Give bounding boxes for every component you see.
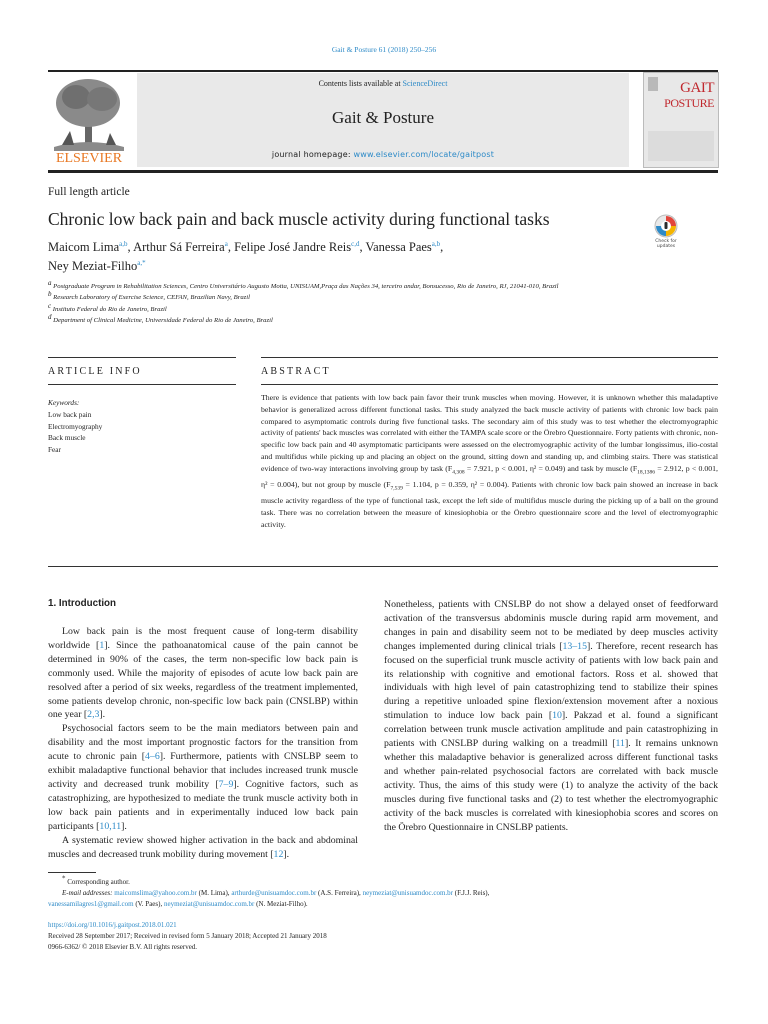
badge-text: Check for updates [655, 239, 677, 249]
header-top-rule [48, 70, 718, 72]
cover-thumbnail [648, 77, 658, 91]
cover-title-posture: POSTURE [664, 96, 714, 110]
email-link[interactable]: neymeziat@unisuamdoc.com.br [163, 900, 255, 909]
check-for-updates-badge[interactable] [648, 212, 684, 252]
journal-title: Gait & Posture [332, 108, 434, 127]
reference-link[interactable]: 1 [99, 639, 105, 651]
email-link[interactable]: neymeziat@unisuamdoc.com.br [362, 889, 453, 898]
homepage-link[interactable]: www.elsevier.com/locate/gaitpost [353, 150, 495, 159]
author: Ney Meziat-Filho$^{a,*}$ [48, 258, 146, 273]
right-column [384, 598, 718, 834]
elsevier-tree-icon [48, 75, 130, 165]
cover-title-gait: GAIT [680, 80, 714, 96]
elsevier-logo[interactable] [48, 75, 130, 165]
journal-homepage [137, 150, 629, 159]
reference-link[interactable]: 13–15 [562, 640, 587, 652]
article-info-heading: ARTICLE INFO [48, 366, 142, 377]
affiliation: $^d$ Department of Clinical Medicine, Universidade Federal do Rio de Janeiro, Brazil [48, 312, 273, 324]
corresponding-author-note: Corresponding author. [67, 878, 130, 886]
reference-link[interactable]: 11 [615, 738, 625, 750]
contents-line [137, 79, 629, 88]
received-dates: Received 28 September 2017; Received in revised form 5 January 2018; Accepted 21 January 2018 [48, 932, 327, 941]
paragraph: Low back pain is the most frequent cause of long-term disability worldwide [1]. Since the pathoanatomical cause of the pain cannot be determined in 90% of the cases, the term non-specific low back pain is commonly used. While the majority of episodes of acute low back pain are resolved after a period of six weeks, regardless of the treatment implemented, some patients develop chronic, non-specific low back pain (CNSLBP) within one year [2,3]. [48, 626, 358, 721]
journal-citation[interactable]: Gait & Posture 61 (2018) 250–256 [331, 45, 437, 54]
author: Arthur Sá Ferreira$^a$, [133, 239, 235, 254]
paragraph: Nonetheless, patients with CNSLBP do not show a delayed onset of feedforward activation of the transversus abdominis muscle during rapid arm movement, and changes in pain and disability seem not to be mediated by deep muscles activity changes implemented during clinical trials [13–15]. Therefore, recent research has focused on the superficial trunk muscle activity of patients with low back pain and its relationship with cognitive and emotional factors. Ross et al. showed that individuals with high level of pain catastrophizing tend to stabilize their spines during a repetitive unloaded spine flexion/extension movement after a noxious stimulation to induce low back pain [10]. Pakzad et al. found a significant correlation between trunk muscle activation amplitude and pain catastrophizing in patients with CNSLBP during walking on a treadmill [11]. It remains unknown whether this maladaptive behavior is generalized across different functional tasks and whether pain-related psychosocial factors are correlated with back muscle activity. Thus, the aims of this study were (1) to analyze the activity of the back muscles during five functional tasks and (2) to test whether the electromyographic activity of the back muscles is correlated with kinesiophobia scores and scores on the Örebro Questionnaire in CNSLBP patients. [384, 599, 718, 833]
contents-prefix: Contents lists available at [318, 79, 403, 88]
email-link[interactable]: vanessamilagres1@gmail.com [48, 900, 134, 909]
email-label: E-mail addresses: [62, 889, 113, 898]
article-info-top-rule [48, 357, 236, 358]
publication-info [48, 920, 718, 954]
author: Felipe José Jandre Reis$^{c,d}$, [234, 239, 366, 254]
paragraph: Psychosocial factors seem to be the main mediators between pain and disability and the most important prognostic factors for the transition from acute to chronic pain [4–6]. Furthermore, patients with CNSLBP seem to exhibit maladaptive functional behavior that includes increased trunk muscle activity and decreased trunk mobility [7–9]. Cognitive factors, such as catastrophizing, are hypothesized to mediate the trunk muscle activity both in low back pain patients and in experimentally induced low back pain participants [10,11]. [48, 723, 359, 832]
keyword: Low back pain [48, 409, 92, 419]
keywords-label: Keywords: [48, 398, 80, 407]
reference-link[interactable]: 12 [273, 848, 284, 860]
affiliation: $^c$ Instituto Federal do Rio de Janeiro, Brazil [48, 301, 167, 313]
keyword: Fear [48, 445, 61, 455]
abstract-bottom-rule [48, 566, 718, 567]
reference-link[interactable]: 2,3 [87, 709, 100, 721]
author: Vanessa Paes$^{a,b}$, [365, 239, 444, 254]
reference-link[interactable]: 7–9 [218, 778, 234, 790]
copyright: 0966-6362/ © 2018 Elsevier B.V. All rights reserved. [48, 943, 198, 952]
author: Maicom Lima$^{a,b}$, [48, 239, 134, 254]
abstract-top-rule [261, 357, 718, 358]
paragraph: A systematic review showed higher activation in the back and abdominal muscles and decreased trunk mobility during movement [12]. [48, 834, 358, 860]
affiliations [48, 278, 648, 326]
footnote-rule [48, 872, 96, 873]
keyword: Back muscle [48, 433, 86, 443]
journal-cover[interactable] [643, 72, 719, 168]
homepage-prefix: journal homepage: [271, 150, 354, 159]
article-type: Full length article [48, 186, 130, 198]
introduction-heading: 1. Introduction [48, 598, 117, 609]
reference-link[interactable]: 10 [552, 710, 562, 722]
left-column [48, 625, 358, 861]
reference-link[interactable]: 10,11 [99, 820, 122, 832]
keywords-block [48, 397, 102, 456]
affiliation: $^a$ Postgraduate Program in Rehabilitation Sciences, Centro Universitário Augusto Motta, UNISUAM,Praça das Nações 34, terceiro andar, Bonsucesso, Rio de Janeiro, RJ, 21041-010, Brazil [48, 278, 559, 290]
email-link[interactable]: arthurde@unisuamdoc.com.br [231, 889, 317, 898]
publisher-logo-text: ELSEVIER [55, 151, 123, 165]
sciencedirect-link[interactable]: ScienceDirect [402, 79, 448, 88]
header-bottom-rule [48, 170, 718, 173]
author-list [48, 238, 638, 276]
article-title: Chronic low back pain and back muscle activity during functional tasks [48, 209, 550, 229]
keyword: Electromyography [48, 421, 103, 431]
reference-link[interactable]: 4–6 [145, 751, 160, 763]
article-info-mid-rule [48, 384, 236, 385]
abstract-heading: ABSTRACT [261, 366, 331, 377]
email-link[interactable]: maicomslima@yahoo.com.br [114, 889, 197, 898]
abstract-text: There is evidence that patients with low back pain favor their trunk muscles when moving. However, it is unknown whether this maladaptive behavior is generalized across different functional tasks. This study analyzed the back muscle activity of patients with chronic low back pain compared to asymptomatic controls during five functional tasks. The secondary aim of this study was to test whether the electromyographic activity of patients' back muscles was correlated with either the TAMPA scale score or the Örebro Questionnaire. Forty patients with chronic, non-specific low back pain and 40 asymptomatic participants were assessed on the electromyographic activity of the lumbar longissimus, ilio-costal and multifidus while picking up and placing an object on the ground, sitting down and standing up, and climbing stairs. There was statistical evidence of two-way interactions involving group by task ($F_{4,308} = 7.921$, p < 0.001, η² = 0.049) and task by muscle ($F_{18,1386} = 2.912$, p < 0.001, η² = 0.004), but not group by muscle ($F_{7,539} = 1.104$, p = 0.359, η² = 0.004). Patients with chronic low back pain showed an increase in back muscle activity regardless of the type of functional task, except the left side of multifidus muscle during the picking up of a ball on the ground task. There was no correlation between the measure of kinesiophobia or the Örebro questionnaire score and the level of electromyographic activity. [261, 393, 718, 530]
footnotes: * Corresponding author. E-mail addresses: maicomslima@yahoo.com.br (M. Lima), arthurde@unisuamdoc.com.br (A.S. Ferreira), neymeziat@unisuamdoc.com.br (F.J.J. Reis), vanessamilagres1@gmail.com (V. Paes), neymeziat@unisuamdoc.com.br (N. Meziat-Filho). [48, 874, 490, 909]
cover-lower-panel [648, 131, 714, 161]
doi-link[interactable]: https://doi.org/10.1016/j.gaitpost.2018.01.021 [48, 921, 177, 929]
affiliation: $^b$ Research Laboratory of Exercise Science, CEFAN, Brazilian Navy, Brazil [48, 290, 250, 302]
abstract-mid-rule [261, 384, 718, 385]
